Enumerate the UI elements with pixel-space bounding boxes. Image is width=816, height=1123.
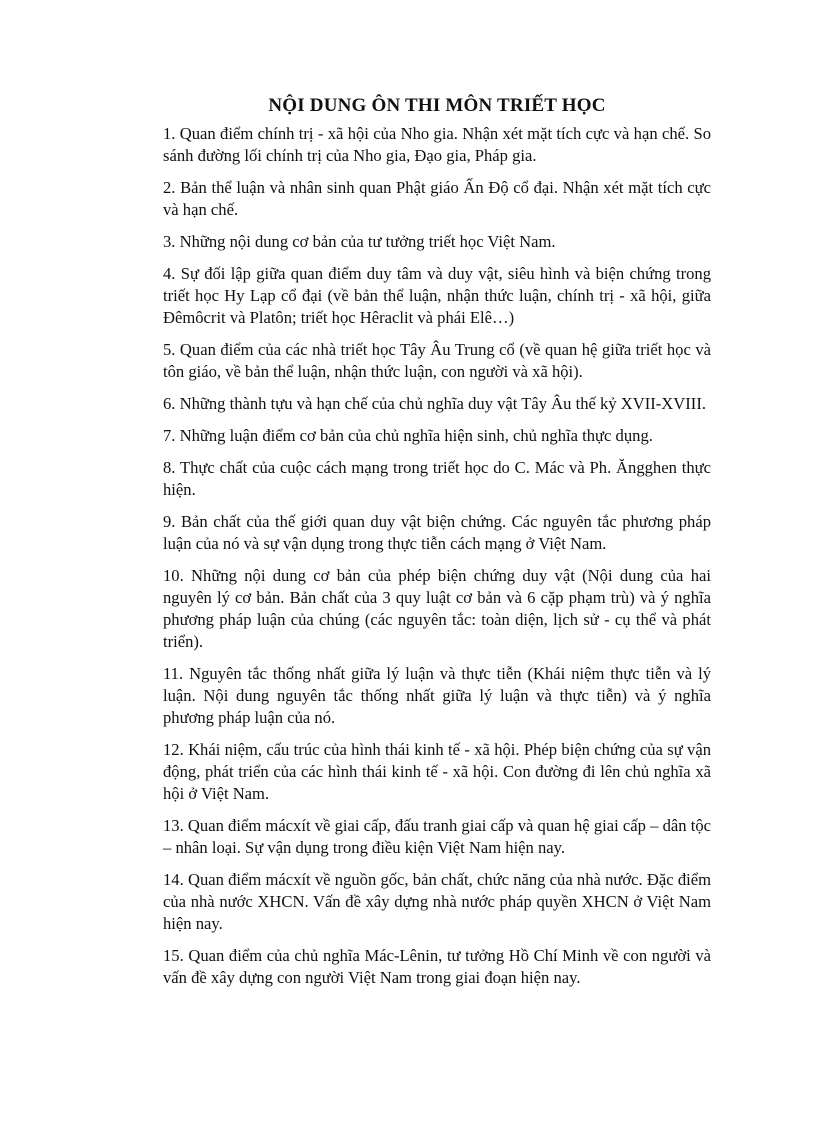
topic-item-15: 15. Quan điểm của chủ nghĩa Mác-Lênin, tư tưởng Hồ Chí Minh về con người và vấn đề xây dựng con người Việt Nam trong giai đoạn hiện nay.	[163, 946, 711, 987]
topic-item-7: 7. Những luận điểm cơ bản của chủ nghĩa hiện sinh, chủ nghĩa thực dụng.	[163, 426, 653, 445]
topic-item-2: 2. Bản thể luận và nhân sinh quan Phật giáo Ấn Độ cổ đại. Nhận xét mặt tích cực và hạn chế.	[163, 178, 711, 219]
topic-item-1: 1. Quan điểm chính trị - xã hội của Nho gia. Nhận xét mặt tích cực và hạn chế. So sánh đường lối chính trị của Nho gia, Đạo gia, Pháp gia.	[163, 124, 711, 165]
topic-list	[163, 123, 711, 989]
topic-item-6: 6. Những thành tựu và hạn chế của chủ nghĩa duy vật Tây Âu thế kỷ XVII-XVIII.	[163, 394, 706, 413]
topic-item-14: 14. Quan điểm mácxít về nguồn gốc, bản chất, chức năng của nhà nước. Đặc điểm của nhà nước XHCN. Vấn đề xây dựng nhà nước pháp quyền XHCN ở Việt Nam hiện nay.	[163, 870, 711, 933]
topic-item-12: 12. Khái niệm, cấu trúc của hình thái kinh tế - xã hội. Phép biện chứng của sự vận động, phát triển của các hình thái kinh tế - xã hội. Con đường đi lên chủ nghĩa xã hội ở Việt Nam.	[163, 740, 711, 803]
topic-item-9: 9. Bản chất của thế giới quan duy vật biện chứng. Các nguyên tắc phương pháp luận của nó và sự vận dụng trong thực tiễn cách mạng ở Việt Nam.	[163, 512, 711, 553]
topic-item-5: 5. Quan điểm của các nhà triết học Tây Âu Trung cổ (về quan hệ giữa triết học và tôn giáo, về bản thể luận, nhận thức luận, con người và xã hội).	[163, 340, 711, 381]
document-page	[163, 94, 711, 999]
topic-item-13: 13. Quan điểm mácxít về giai cấp, đấu tranh giai cấp và quan hệ giai cấp – dân tộc – nhân loại. Sự vận dụng trong điều kiện Việt Nam hiện nay.	[163, 816, 711, 857]
topic-item-11: 11. Nguyên tắc thống nhất giữa lý luận và thực tiễn (Khái niệm thực tiễn và lý luận. Nội dung nguyên tắc thống nhất giữa lý luận và thực tiễn) và ý nghĩa phương pháp luận của nó.	[163, 664, 711, 727]
topic-item-10: 10. Những nội dung cơ bản của phép biện chứng duy vật (Nội dung của hai nguyên lý cơ bản. Bản chất của 3 quy luật cơ bản và 6 cặp phạm trù) và ý nghĩa phương pháp luận của chúng (các nguyên tắc: toàn diện, lịch sử - cụ thể và phát triển).	[163, 566, 711, 651]
document-title: NỘI DUNG ÔN THI MÔN TRIẾT HỌC	[268, 95, 606, 116]
topic-item-3: 3. Những nội dung cơ bản của tư tưởng triết học Việt Nam.	[163, 232, 556, 251]
topic-item-4: 4. Sự đối lập giữa quan điểm duy tâm và duy vật, siêu hình và biện chứng trong triết học Hy Lạp cổ đại (về bản thể luận, nhận thức luận, chính trị - xã hội, giữa Đêmôcrit và Platôn; triết học Hêraclit và phái Elê…)	[163, 264, 711, 327]
topic-item-8: 8. Thực chất của cuộc cách mạng trong triết học do C. Mác và Ph. Ăngghen thực hiện.	[163, 458, 711, 499]
